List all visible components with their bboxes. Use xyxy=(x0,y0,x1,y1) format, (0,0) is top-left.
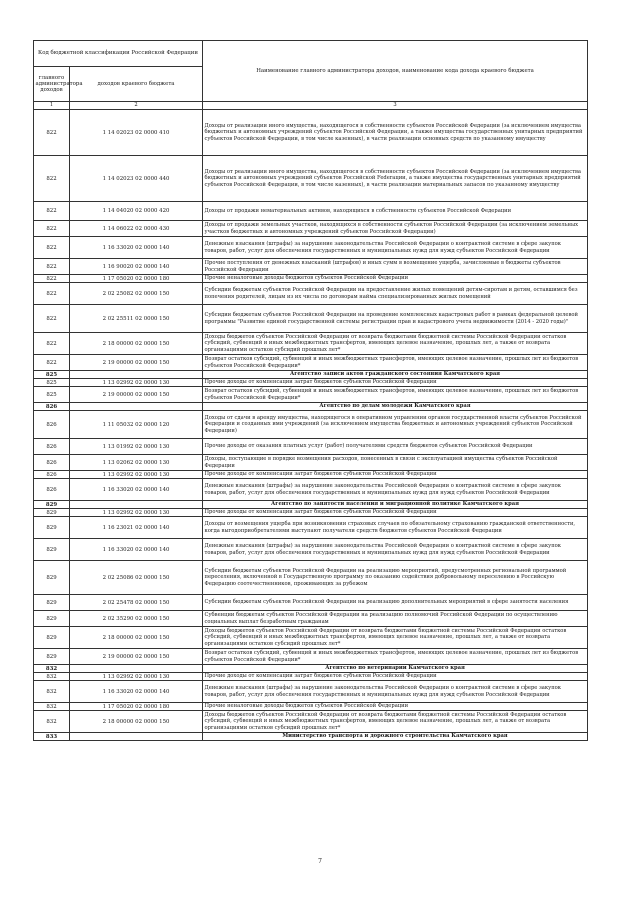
description-cell: Агентство по делам молодежи Камчатского края xyxy=(203,403,588,411)
table-row xyxy=(34,509,588,517)
admin-code-cell: 822 xyxy=(34,305,70,333)
income-code-cell: 1 14 02023 02 0000 410 xyxy=(70,110,203,156)
income-code-cell: 2 02 25511 02 0000 150 xyxy=(70,305,203,333)
income-code-cell: 1 14 06022 02 0000 430 xyxy=(70,221,203,237)
agency-row xyxy=(34,733,588,741)
table-row xyxy=(34,283,588,305)
column-number: 1 xyxy=(34,102,70,110)
description-cell: Доходы, поступающие в порядке возмещения расходов, понесенных в связи с эксплуатацией имущества субъектов Российской Федерации xyxy=(203,455,588,471)
description-cell: Субсидии бюджетам субъектов Российской Федерации на реализацию дополнительных мероприятий в сфере занятости населения xyxy=(203,595,588,611)
admin-code-cell: 829 xyxy=(34,627,70,649)
income-code-cell: 1 11 05032 02 0000 120 xyxy=(70,411,203,439)
agency-row xyxy=(34,371,588,379)
table-row xyxy=(34,237,588,259)
description-cell: Доходы от возмещения ущерба при возникновении страховых случаев по обязательному страхованию гражданской ответственности, когда выгодоприобретателями выступают получатели средств бюджетов субъектов Российской Федерации xyxy=(203,517,588,539)
description-cell: Прочие неналоговые доходы бюджетов субъектов Российской Федерации xyxy=(203,703,588,711)
admin-code-cell: 829 xyxy=(34,539,70,561)
kbk-header: Код бюджетной классификации Российской Федерации xyxy=(34,41,203,67)
table-row xyxy=(34,333,588,355)
description-cell: Прочие доходы от компенсации затрат бюджетов субъектов Российской Федерации xyxy=(203,471,588,479)
admin-code-cell: 829 xyxy=(34,517,70,539)
description-cell: Возврат остатков субсидий, субвенций и иных межбюджетных трансфертов, имеющих целевое назначение, прошлых лет из бюджетов субъектов Российской Федерации* xyxy=(203,355,588,371)
description-cell: Доходы от продажи нематериальных активов, находящихся в собственности субъектов Российской Федерации xyxy=(203,202,588,221)
table-row xyxy=(34,595,588,611)
table-row xyxy=(34,479,588,501)
description-cell: Министерство транспорта и дорожного строительства Камчатского края xyxy=(203,733,588,741)
income-code-cell xyxy=(70,501,203,509)
table-row xyxy=(34,627,588,649)
admin-code-cell: 822 xyxy=(34,221,70,237)
income-table-sheet xyxy=(33,40,587,741)
admin-code-cell: 833 xyxy=(34,733,70,741)
description-cell: Доходы от продажи земельных участков, находящихся в собственности субъектов Российской Федерации (за исключением земельных участков бюджетных и автономных учреждений субъектов Российской Федерации) xyxy=(203,221,588,237)
income-code-cell xyxy=(70,733,203,741)
table-row xyxy=(34,673,588,681)
admin-code-cell: 832 xyxy=(34,673,70,681)
admin-code-cell: 826 xyxy=(34,403,70,411)
admin-code-cell: 826 xyxy=(34,471,70,479)
admin-code-cell: 825 xyxy=(34,371,70,379)
income-code-cell: 2 02 25082 02 0000 150 xyxy=(70,283,203,305)
description-cell: Денежные взыскания (штрафы) за нарушение законодательства Российской Федерации о контрактной системе в сфере закупок товаров, работ, услуг для обеспечения государственных и муниципальных нужд для нужд субъектов Российской Федерации xyxy=(203,681,588,703)
table-row xyxy=(34,156,588,202)
income-code-cell: 1 16 33020 02 0000 140 xyxy=(70,539,203,561)
income-code-cell: 1 14 04020 02 0000 420 xyxy=(70,202,203,221)
admin-code-cell: 826 xyxy=(34,479,70,501)
table-row xyxy=(34,387,588,403)
description-cell: Возврат остатков субсидий, субвенций и иных межбюджетных трансфертов, имеющих целевое назначение, прошлых лет из бюджетов субъектов Российской Федерации* xyxy=(203,649,588,665)
income-code-cell: 2 02 25478 02 0000 150 xyxy=(70,595,203,611)
income-header: доходов краевого бюджета xyxy=(70,67,203,102)
agency-row xyxy=(34,665,588,673)
table-row xyxy=(34,305,588,333)
description-cell: Субвенции бюджетам субъектов Российской Федерации на реализацию полномочий Российской Федерации по осуществлению социальных выплат безработным гражданам xyxy=(203,611,588,627)
income-code-cell: 2 19 00000 02 0000 150 xyxy=(70,355,203,371)
income-code-cell: 1 16 33020 02 0000 140 xyxy=(70,479,203,501)
admin-code-cell: 832 xyxy=(34,665,70,673)
income-code-cell: 1 13 02992 02 0000 130 xyxy=(70,379,203,387)
income-code-cell: 1 16 33020 02 0000 140 xyxy=(70,237,203,259)
column-number: 3 xyxy=(203,102,588,110)
admin-header: главного администратора доходов xyxy=(34,67,70,102)
table-row xyxy=(34,561,588,595)
description-cell: Прочие доходы от компенсации затрат бюджетов субъектов Российской Федерации xyxy=(203,509,588,517)
income-code-cell: 1 13 02992 02 0000 130 xyxy=(70,471,203,479)
income-code-cell: 1 16 33020 02 0000 140 xyxy=(70,681,203,703)
admin-code-cell: 829 xyxy=(34,649,70,665)
admin-code-cell: 822 xyxy=(34,202,70,221)
income-code-cell: 2 02 35290 02 0000 150 xyxy=(70,611,203,627)
income-code-cell: 2 02 25086 02 0000 150 xyxy=(70,561,203,595)
income-code-cell: 2 18 00000 02 0000 150 xyxy=(70,333,203,355)
table-row xyxy=(34,110,588,156)
description-cell: Прочие доходы от компенсации затрат бюджетов субъектов Российской Федерации xyxy=(203,673,588,681)
income-code-cell: 1 14 02023 02 0000 440 xyxy=(70,156,203,202)
income-code-cell: 1 16 23021 02 0000 140 xyxy=(70,517,203,539)
admin-code-cell: 822 xyxy=(34,333,70,355)
table-row xyxy=(34,275,588,283)
description-cell: Субсидии бюджетам субъектов Российской Федерации на предоставление жилых помещений детям-сиротам и детям, оставшимся без попечения родителей, лицам из их числа по договорам найма специализированных жилых помещений xyxy=(203,283,588,305)
admin-code-cell: 825 xyxy=(34,379,70,387)
table-row xyxy=(34,411,588,439)
table-row xyxy=(34,539,588,561)
agency-row xyxy=(34,501,588,509)
admin-code-cell: 822 xyxy=(34,259,70,275)
description-cell: Прочие доходы от компенсации затрат бюджетов субъектов Российской Федерации xyxy=(203,379,588,387)
admin-code-cell: 832 xyxy=(34,681,70,703)
description-cell: Денежные взыскания (штрафы) за нарушение законодательства Российской Федерации о контрактной системе в сфере закупок товаров, работ, услуг для обеспечения государственных и муниципальных нужд для нужд субъектов Российской Федерации xyxy=(203,479,588,501)
table-row xyxy=(34,611,588,627)
table-row xyxy=(34,471,588,479)
agency-row xyxy=(34,403,588,411)
income-code-cell: 2 18 00000 02 0000 150 xyxy=(70,711,203,733)
column-number: 2 xyxy=(70,102,203,110)
table-row xyxy=(34,703,588,711)
admin-code-cell: 829 xyxy=(34,561,70,595)
admin-code-cell: 822 xyxy=(34,156,70,202)
column-numbers-row xyxy=(34,102,588,110)
income-code-cell: 1 17 05020 02 0000 180 xyxy=(70,703,203,711)
description-cell: Субсидии бюджетам субъектов Российской Федерации на проведение комплексных кадастровых работ в рамках федеральной целевой программы "Развитие единой государственной системы регистрации прав и кадастрового учета недвижимости (2014 - 2020 годы)" xyxy=(203,305,588,333)
income-codes-table xyxy=(33,40,588,741)
description-cell: Доходы от сдачи в аренду имущества, находящегося в оперативном управлении органов государственной власти субъектов Российской Федерации и созданных ими учреждений (за исключением имущества бюджетных и автономных учреждений субъектов Российской Федерации) xyxy=(203,411,588,439)
income-code-cell xyxy=(70,665,203,673)
description-cell: Субсидии бюджетам субъектов Российской Федерации на реализацию мероприятий, предусмотренных региональной программой переселения, включенной в Государственную программу по оказанию содействия добровольному переселению в Российскую Федерацию соотечественников, проживающих за рубежом xyxy=(203,561,588,595)
income-code-cell xyxy=(70,371,203,379)
table-row xyxy=(34,221,588,237)
description-cell: Агентство по ветеринарии Камчатского края xyxy=(203,665,588,673)
admin-code-cell: 829 xyxy=(34,595,70,611)
page-number: 7 xyxy=(318,858,322,865)
description-cell: Доходы бюджетов субъектов Российской Федерации от возврата бюджетами бюджетной системы Российской Федерации остатков субсидий, субвенций и иных межбюджетных трансфертов, имеющих целевое назначение, прошлых лет, а также от возврата организациями остатков субсидий прошлых лет* xyxy=(203,711,588,733)
description-cell: Прочие поступления от денежных взысканий (штрафов) и иных сумм в возмещение ущерба, зачисляемые в бюджеты субъектов Российской Федерации xyxy=(203,259,588,275)
admin-code-cell: 829 xyxy=(34,611,70,627)
income-code-cell: 1 13 01992 02 0000 130 xyxy=(70,439,203,455)
admin-code-cell: 825 xyxy=(34,387,70,403)
description-cell: Прочие доходы от оказания платных услуг (работ) получателями средств бюджетов субъектов Российской Федерации xyxy=(203,439,588,455)
income-code-cell: 1 13 02062 02 0000 130 xyxy=(70,455,203,471)
admin-code-cell: 826 xyxy=(34,411,70,439)
table-row xyxy=(34,439,588,455)
income-code-cell: 1 13 02992 02 0000 130 xyxy=(70,509,203,517)
income-code-cell: 2 19 00000 02 0000 150 xyxy=(70,649,203,665)
admin-code-cell: 826 xyxy=(34,455,70,471)
table-body xyxy=(34,110,588,741)
description-cell: Доходы от реализации иного имущества, находящегося в собственности субъектов Российской Федерации (за исключением имущества бюджетных и автономных учреждений субъектов Российской Federации, а также имущества государственных унитарных предприятий субъектов Российской Федерации, в том числе казенных), в части реализации материальных запасов по указанному имуществу xyxy=(203,156,588,202)
admin-code-cell: 822 xyxy=(34,275,70,283)
income-code-cell xyxy=(70,403,203,411)
description-cell: Доходы от реализации иного имущества, находящегося в собственности субъектов Российской Федерации (за исключением имущества бюджетных и автономных учреждений субъектов Российской Федерации, а также имущества государственных унитарных предприятий субъектов Российской Федерации, в том числе казенных), в части реализации основных средств по указанному имуществу xyxy=(203,110,588,156)
admin-code-cell: 822 xyxy=(34,283,70,305)
admin-code-cell: 829 xyxy=(34,501,70,509)
table-row xyxy=(34,202,588,221)
table-row xyxy=(34,379,588,387)
income-code-cell: 1 17 05020 02 0000 180 xyxy=(70,275,203,283)
admin-code-cell: 829 xyxy=(34,509,70,517)
name-header: Наименование главного администратора доходов, наименование кода дохода краевого бюджета xyxy=(203,41,588,102)
admin-code-cell: 826 xyxy=(34,439,70,455)
table-row xyxy=(34,259,588,275)
admin-code-cell: 822 xyxy=(34,237,70,259)
description-cell: Доходы бюджетов субъектов Российской Федерации от возврата бюджетами бюджетной системы Российской Федерации остатков субсидий, субвенций и иных межбюджетных трансфертов, имеющих целевое назначение, прошлых лет, а также от возврата организациями остатков субсидий прошлых лет* xyxy=(203,627,588,649)
table-row xyxy=(34,649,588,665)
income-code-cell: 2 19 00000 02 0000 150 xyxy=(70,387,203,403)
description-cell: Возврат остатков субсидий, субвенций и иных межбюджетных трансфертов, имеющих целевое назначение, прошлых лет из бюджетов субъектов Российской Федерации* xyxy=(203,387,588,403)
description-cell: Денежные взыскания (штрафы) за нарушение законодательства Российской Федерации о контрактной системе в сфере закупок товаров, работ, услуг для обеспечения государственных и муниципальных нужд для нужд субъектов Российской Федерации xyxy=(203,539,588,561)
description-cell: Доходы бюджетов субъектов Российской Федерации от возврата бюджетами бюджетной системы Российской Федерации остатков субсидий, субвенций и иных межбюджетных трансфертов, имеющих целевое назначение, прошлых лет, а также от возврата организациями остатков субсидий прошлых лет* xyxy=(203,333,588,355)
table-row xyxy=(34,711,588,733)
description-cell: Денежные взыскания (штрафы) за нарушение законодательства Российской Федерации о контрактной системе в сфере закупок товаров, работ, услуг для обеспечения государственных и муниципальных нужд для нужд субъектов Российской Федерации xyxy=(203,237,588,259)
table-row xyxy=(34,681,588,703)
table-row xyxy=(34,517,588,539)
admin-code-cell: 822 xyxy=(34,110,70,156)
income-code-cell: 2 18 00000 02 0000 150 xyxy=(70,627,203,649)
income-code-cell: 1 16 90020 02 0000 140 xyxy=(70,259,203,275)
admin-code-cell: 832 xyxy=(34,703,70,711)
table-row xyxy=(34,455,588,471)
table-row xyxy=(34,355,588,371)
description-cell: Агентство по занятости населения и миграционной политике Камчатского края xyxy=(203,501,588,509)
description-cell: Прочие неналоговые доходы бюджетов субъектов Российской Федерации xyxy=(203,275,588,283)
income-code-cell: 1 13 02992 02 0000 130 xyxy=(70,673,203,681)
admin-code-cell: 832 xyxy=(34,711,70,733)
description-cell: Агентство записи актов гражданского состояния Камчатского края xyxy=(203,371,588,379)
admin-code-cell: 822 xyxy=(34,355,70,371)
